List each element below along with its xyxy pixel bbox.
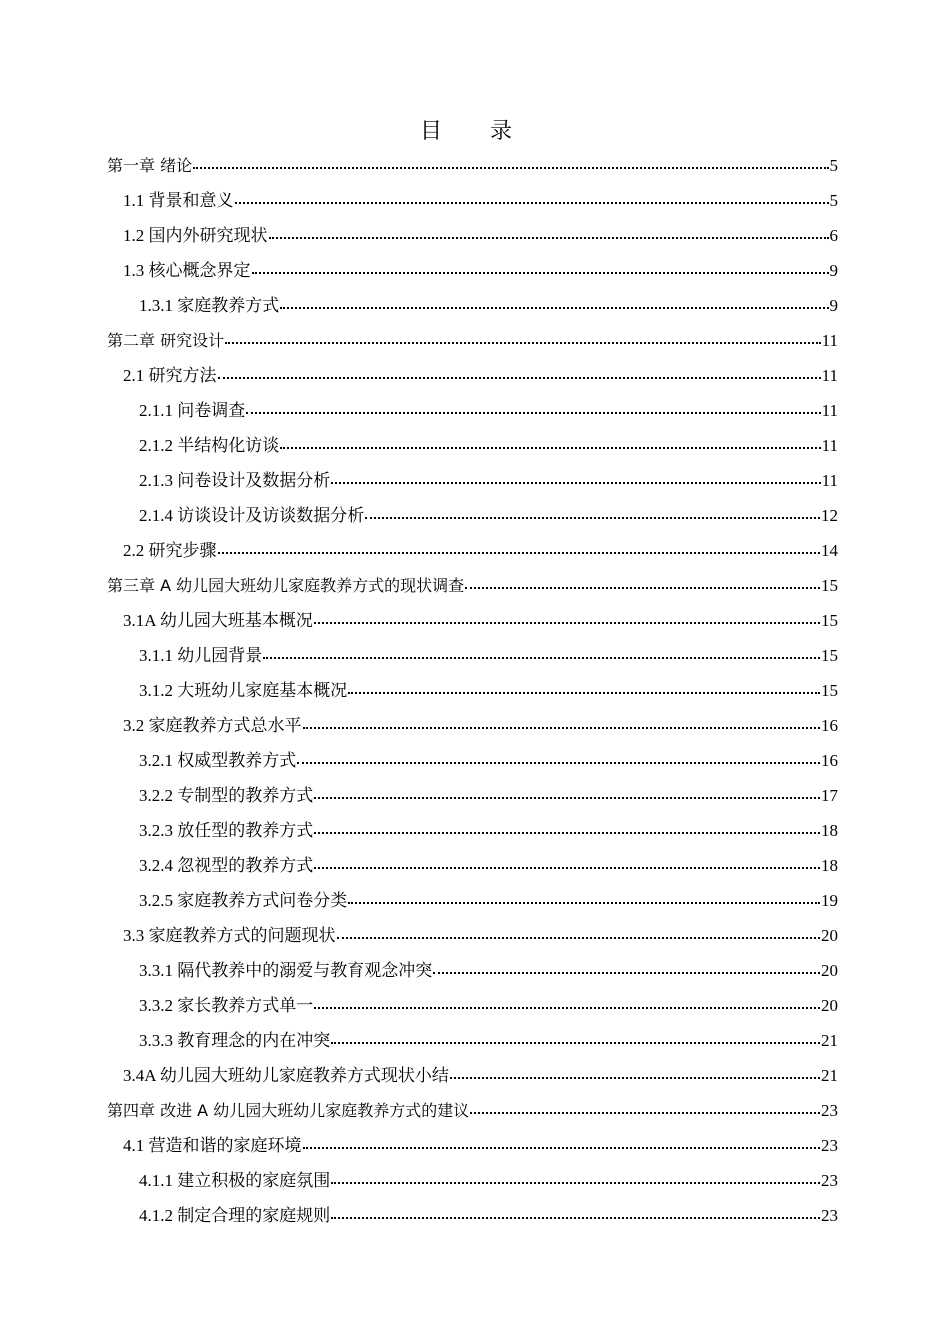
toc-entry-label: 3.2.2 专制型的教养方式 xyxy=(139,786,314,805)
toc-entry[interactable] xyxy=(107,358,838,393)
toc-entry[interactable] xyxy=(107,778,838,813)
toc-entry-label: 3.4A 幼儿园大班幼儿家庭教养方式现状小结 xyxy=(123,1066,449,1085)
dot-leader xyxy=(280,446,820,449)
dot-leader xyxy=(450,1076,820,1079)
toc-entry-label: 3.2.4 忽视型的教养方式 xyxy=(139,856,314,875)
toc-entry-page-number: 5 xyxy=(829,156,838,175)
toc-entry[interactable] xyxy=(107,288,838,323)
dot-leader xyxy=(433,971,820,974)
dot-leader xyxy=(314,831,820,834)
toc-entry-page-number: 9 xyxy=(829,261,838,280)
toc-entry[interactable] xyxy=(107,183,838,218)
toc-entry[interactable] xyxy=(107,953,838,988)
toc-entry-label: 3.1.2 大班幼儿家庭基本概况 xyxy=(139,681,348,700)
dot-leader xyxy=(225,341,821,344)
dot-leader xyxy=(218,376,821,379)
toc-entry-label: 3.1.1 幼儿园背景 xyxy=(139,646,263,665)
dot-leader xyxy=(303,1146,821,1149)
toc-entry-label: 4.1.2 制定合理的家庭规则 xyxy=(139,1206,331,1225)
toc-entry-label: 3.3.3 教育理念的内在冲突 xyxy=(139,1031,331,1050)
toc-entry-page-number: 15 xyxy=(821,646,838,665)
toc-entry-label: 2.1.3 问卷设计及数据分析 xyxy=(139,471,331,490)
toc-entry[interactable] xyxy=(107,1058,838,1093)
dot-leader xyxy=(348,691,820,694)
toc-entry[interactable] xyxy=(107,813,838,848)
toc-entry-page-number: 11 xyxy=(821,471,838,490)
toc-entry[interactable] xyxy=(107,498,838,533)
toc-entry-label: 1.2 国内外研究现状 xyxy=(123,226,268,245)
toc-entry-page-number: 23 xyxy=(821,1136,838,1155)
dot-leader xyxy=(314,621,820,624)
toc-entry[interactable] xyxy=(107,218,838,253)
toc-entry-label: 第一章 绪论 xyxy=(107,156,193,175)
dot-leader xyxy=(314,866,820,869)
dot-leader xyxy=(337,936,821,939)
toc-entry-page-number: 21 xyxy=(821,1066,838,1085)
dot-leader xyxy=(269,236,829,239)
toc-entry-label: 2.1 研究方法 xyxy=(123,366,217,385)
toc-entry-page-number: 18 xyxy=(821,821,838,840)
toc-entry[interactable] xyxy=(107,393,838,428)
toc-entry[interactable] xyxy=(107,1198,838,1233)
dot-leader xyxy=(331,481,820,484)
toc-entry[interactable] xyxy=(107,533,838,568)
dot-leader xyxy=(263,656,820,659)
toc-entry-label: 3.1A 幼儿园大班基本概况 xyxy=(123,611,313,630)
toc-entry-label: 第四章 改进 A 幼儿园大班幼儿家庭教养方式的建议 xyxy=(107,1101,470,1120)
toc-entry[interactable] xyxy=(107,1093,838,1128)
toc-entry[interactable] xyxy=(107,638,838,673)
toc-entry-page-number: 6 xyxy=(829,226,838,245)
toc-entry[interactable] xyxy=(107,673,838,708)
toc-entry-label: 3.2.5 家庭教养方式问卷分类 xyxy=(139,891,348,910)
toc-entry-page-number: 15 xyxy=(821,681,838,700)
dot-leader xyxy=(314,796,820,799)
dot-leader xyxy=(331,1041,820,1044)
toc-entry-page-number: 15 xyxy=(821,611,838,630)
toc-entry[interactable] xyxy=(107,568,838,603)
toc-entry[interactable] xyxy=(107,743,838,778)
toc-entry[interactable] xyxy=(107,1023,838,1058)
toc-entry-page-number: 15 xyxy=(821,576,838,595)
toc-entry-page-number: 11 xyxy=(821,401,838,420)
toc-entry-label: 4.1 营造和谐的家庭环境 xyxy=(123,1136,302,1155)
toc-entry-page-number: 11 xyxy=(821,436,838,455)
toc-entry-page-number: 11 xyxy=(821,331,838,350)
toc-entry-label: 1.1 背景和意义 xyxy=(123,191,234,210)
toc-entry[interactable] xyxy=(107,988,838,1023)
toc-entry-page-number: 20 xyxy=(821,926,838,945)
toc-entry[interactable] xyxy=(107,883,838,918)
toc-entry[interactable] xyxy=(107,708,838,743)
toc-entry[interactable] xyxy=(107,463,838,498)
toc-entry-page-number: 9 xyxy=(829,296,838,315)
toc-entry-label: 3.3.1 隔代教养中的溺爱与教育观念冲突 xyxy=(139,961,433,980)
toc-entry-label: 2.2 研究步骤 xyxy=(123,541,217,560)
toc-entry-label: 3.3 家庭教养方式的问题现状 xyxy=(123,926,336,945)
dot-leader xyxy=(365,516,820,519)
toc-entry[interactable] xyxy=(107,603,838,638)
dot-leader xyxy=(280,306,828,309)
dot-leader xyxy=(235,201,829,204)
toc-entry-label: 1.3.1 家庭教养方式 xyxy=(139,296,280,315)
dot-leader xyxy=(331,1181,820,1184)
dot-leader xyxy=(252,271,829,274)
toc-entry[interactable] xyxy=(107,1163,838,1198)
toc-entry-page-number: 17 xyxy=(821,786,838,805)
toc-entry-page-number: 21 xyxy=(821,1031,838,1050)
toc-entry[interactable] xyxy=(107,1128,838,1163)
toc-entry-label: 4.1.1 建立积极的家庭氛围 xyxy=(139,1171,331,1190)
toc-entry-label: 3.2 家庭教养方式总水平 xyxy=(123,716,302,735)
toc-entry-label: 2.1.4 访谈设计及访谈数据分析 xyxy=(139,506,365,525)
toc-entry-page-number: 11 xyxy=(821,366,838,385)
toc-entry-page-number: 20 xyxy=(821,961,838,980)
toc-entry-label: 1.3 核心概念界定 xyxy=(123,261,251,280)
toc-entry-page-number: 23 xyxy=(821,1101,838,1120)
toc-entry[interactable] xyxy=(107,848,838,883)
toc-entry[interactable] xyxy=(107,148,838,183)
toc-entry-page-number: 14 xyxy=(821,541,838,560)
toc-entry-page-number: 18 xyxy=(821,856,838,875)
dot-leader xyxy=(303,726,821,729)
dot-leader xyxy=(465,586,820,589)
dot-leader xyxy=(314,1006,820,1009)
toc-entry-label: 3.3.2 家长教养方式单一 xyxy=(139,996,314,1015)
dot-leader xyxy=(470,1111,820,1114)
page-title: 目录 xyxy=(419,119,560,144)
dot-leader xyxy=(348,901,820,904)
toc-entry-page-number: 23 xyxy=(821,1171,838,1190)
table-of-contents xyxy=(107,148,838,1233)
dot-leader xyxy=(218,551,821,554)
toc-entry-label: 第三章 A 幼儿园大班幼儿家庭教养方式的现状调查 xyxy=(107,576,465,595)
toc-entry-page-number: 20 xyxy=(821,996,838,1015)
dot-leader xyxy=(331,1216,820,1219)
toc-entry[interactable] xyxy=(107,253,838,288)
toc-entry-label: 第二章 研究设计 xyxy=(107,331,225,350)
toc-entry[interactable] xyxy=(107,323,838,358)
toc-entry-page-number: 16 xyxy=(821,716,838,735)
toc-entry-label: 3.2.3 放任型的教养方式 xyxy=(139,821,314,840)
toc-entry-label: 3.2.1 权威型教养方式 xyxy=(139,751,297,770)
toc-entry-page-number: 23 xyxy=(821,1206,838,1225)
toc-entry[interactable] xyxy=(107,918,838,953)
toc-entry-page-number: 5 xyxy=(829,191,838,210)
toc-entry-label: 2.1.2 半结构化访谈 xyxy=(139,436,280,455)
toc-entry-label: 2.1.1 问卷调查 xyxy=(139,401,246,420)
toc-entry-page-number: 12 xyxy=(821,506,838,525)
toc-entry-page-number: 19 xyxy=(821,891,838,910)
toc-entry[interactable] xyxy=(107,428,838,463)
dot-leader xyxy=(246,411,820,414)
dot-leader xyxy=(193,166,828,169)
dot-leader xyxy=(297,761,820,764)
toc-entry-page-number: 16 xyxy=(821,751,838,770)
